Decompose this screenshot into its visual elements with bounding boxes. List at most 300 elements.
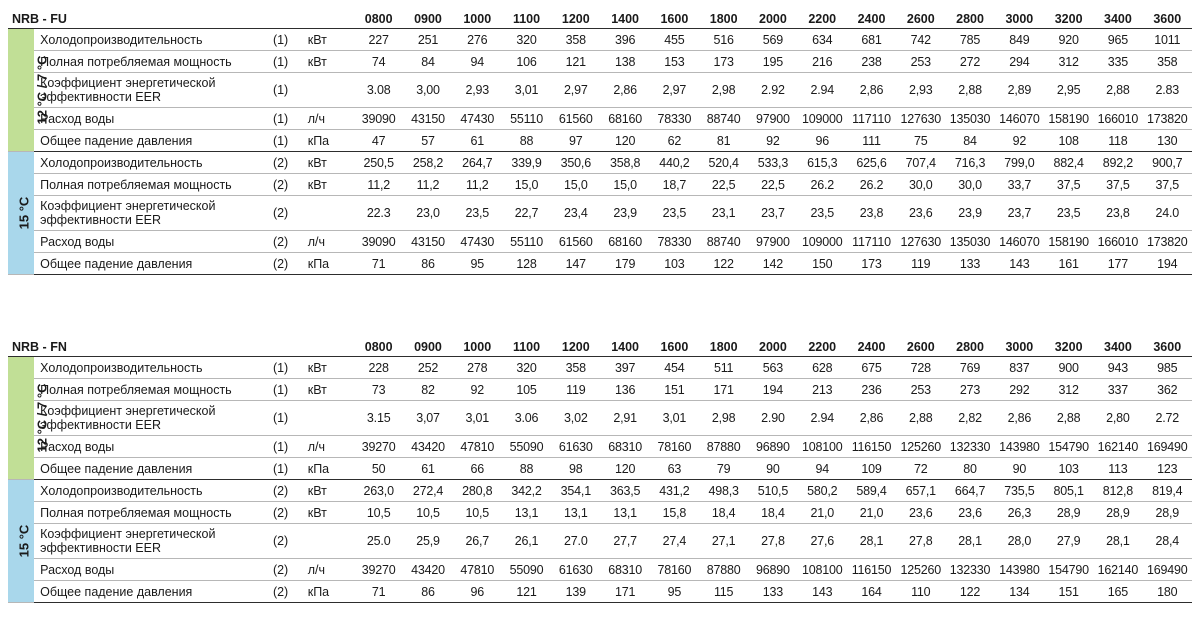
value-cell: 943 xyxy=(1093,357,1142,379)
value-cell: 132330 xyxy=(945,559,994,581)
value-cell: 2,98 xyxy=(699,401,748,436)
value-cell: 66 xyxy=(453,458,502,480)
value-cell: 128 xyxy=(502,253,551,275)
value-cell: 116150 xyxy=(847,436,896,458)
value-cell: 657,1 xyxy=(896,480,945,502)
value-cell: 358 xyxy=(551,29,600,51)
spec-table xyxy=(8,9,1192,275)
value-cell: 47 xyxy=(354,130,403,152)
value-cell: 120 xyxy=(600,130,649,152)
value-cell: 171 xyxy=(699,379,748,401)
value-cell: 2,80 xyxy=(1093,401,1142,436)
value-cell: 23,5 xyxy=(453,196,502,231)
value-cell: 117110 xyxy=(847,108,896,130)
value-cell: 320 xyxy=(502,357,551,379)
row-unit xyxy=(306,73,354,108)
value-cell: 675 xyxy=(847,357,896,379)
value-cell: 61560 xyxy=(551,108,600,130)
row-note: (2) xyxy=(255,231,305,253)
value-cell: 98 xyxy=(551,458,600,480)
model-header: 3600 xyxy=(1143,337,1192,357)
value-cell: 30,0 xyxy=(945,174,994,196)
value-cell: 55110 xyxy=(502,108,551,130)
value-cell: 238 xyxy=(847,51,896,73)
value-cell: 123 xyxy=(1143,458,1192,480)
value-cell: 23,5 xyxy=(798,196,847,231)
value-cell: 57 xyxy=(403,130,452,152)
value-cell: 21,0 xyxy=(798,502,847,524)
row-unit: кПа xyxy=(306,130,354,152)
row-note: (2) xyxy=(255,253,305,275)
value-cell: 55090 xyxy=(502,436,551,458)
value-cell: 120 xyxy=(600,458,649,480)
value-cell: 95 xyxy=(650,581,699,603)
value-cell: 43420 xyxy=(403,559,452,581)
value-cell: 27,4 xyxy=(650,524,699,559)
value-cell: 769 xyxy=(945,357,994,379)
value-cell: 742 xyxy=(896,29,945,51)
group-label-text: 15 °C xyxy=(16,524,32,558)
value-cell: 728 xyxy=(896,357,945,379)
value-cell: 335 xyxy=(1093,51,1142,73)
value-cell: 79 xyxy=(699,458,748,480)
header-row xyxy=(8,9,1192,29)
value-cell: 920 xyxy=(1044,29,1093,51)
value-cell: 312 xyxy=(1044,51,1093,73)
value-cell: 253 xyxy=(896,51,945,73)
row-note: (2) xyxy=(255,480,305,502)
table-row xyxy=(8,253,1192,275)
value-cell: 2,86 xyxy=(600,73,649,108)
value-cell: 589,4 xyxy=(847,480,896,502)
row-label: Полная потребляемая мощность xyxy=(34,502,255,524)
row-note: (2) xyxy=(255,524,305,559)
model-header: 1600 xyxy=(650,9,699,29)
value-cell: 97 xyxy=(551,130,600,152)
value-cell: 73 xyxy=(354,379,403,401)
row-label: Расход воды xyxy=(34,559,255,581)
value-cell: 27,6 xyxy=(798,524,847,559)
model-header: 1400 xyxy=(600,337,649,357)
value-cell: 90 xyxy=(748,458,797,480)
value-cell: 13,1 xyxy=(551,502,600,524)
model-header: 3200 xyxy=(1044,337,1093,357)
value-cell: 61560 xyxy=(551,231,600,253)
value-cell: 785 xyxy=(945,29,994,51)
value-cell: 22,7 xyxy=(502,196,551,231)
value-cell: 23,8 xyxy=(1093,196,1142,231)
row-label: Полная потребляемая мощность xyxy=(34,174,255,196)
value-cell: 28,9 xyxy=(1044,502,1093,524)
value-cell: 362 xyxy=(1143,379,1192,401)
value-cell: 61630 xyxy=(551,559,600,581)
value-cell: 18,4 xyxy=(699,502,748,524)
value-cell: 396 xyxy=(600,29,649,51)
value-cell: 252 xyxy=(403,357,452,379)
value-cell: 88 xyxy=(502,458,551,480)
value-cell: 162140 xyxy=(1093,559,1142,581)
value-cell: 26.2 xyxy=(798,174,847,196)
value-cell: 121 xyxy=(502,581,551,603)
value-cell: 280,8 xyxy=(453,480,502,502)
value-cell: 111 xyxy=(847,130,896,152)
value-cell: 109000 xyxy=(798,108,847,130)
value-cell: 71 xyxy=(354,253,403,275)
value-cell: 23,4 xyxy=(551,196,600,231)
value-cell: 251 xyxy=(403,29,452,51)
value-cell: 28,4 xyxy=(1143,524,1192,559)
value-cell: 18,4 xyxy=(748,502,797,524)
row-unit: кВт xyxy=(306,51,354,73)
value-cell: 136 xyxy=(600,379,649,401)
value-cell: 681 xyxy=(847,29,896,51)
value-cell: 272,4 xyxy=(403,480,452,502)
model-header: 1100 xyxy=(502,337,551,357)
value-cell: 510,5 xyxy=(748,480,797,502)
value-cell: 28,1 xyxy=(1093,524,1142,559)
value-cell: 455 xyxy=(650,29,699,51)
value-cell: 2,88 xyxy=(896,401,945,436)
value-cell: 116150 xyxy=(847,559,896,581)
value-cell: 263,0 xyxy=(354,480,403,502)
value-cell: 171 xyxy=(600,581,649,603)
value-cell: 892,2 xyxy=(1093,152,1142,174)
value-cell: 18,7 xyxy=(650,174,699,196)
value-cell: 278 xyxy=(453,357,502,379)
value-cell: 33,7 xyxy=(995,174,1044,196)
row-unit: кВт xyxy=(306,174,354,196)
value-cell: 23,1 xyxy=(699,196,748,231)
model-header: 2200 xyxy=(798,337,847,357)
value-cell: 88 xyxy=(502,130,551,152)
value-cell: 61630 xyxy=(551,436,600,458)
row-unit: л/ч xyxy=(306,559,354,581)
model-header: 1000 xyxy=(453,9,502,29)
model-header: 2200 xyxy=(798,9,847,29)
table-row xyxy=(8,196,1192,231)
value-cell: 75 xyxy=(896,130,945,152)
value-cell: 2,95 xyxy=(1044,73,1093,108)
value-cell: 272 xyxy=(945,51,994,73)
row-note: (2) xyxy=(255,152,305,174)
row-label: Коэффициент энергетической эффективности EER xyxy=(34,73,255,108)
value-cell: 342,2 xyxy=(502,480,551,502)
value-cell: 87880 xyxy=(699,559,748,581)
row-unit xyxy=(306,196,354,231)
value-cell: 47810 xyxy=(453,436,502,458)
table-row xyxy=(8,51,1192,73)
value-cell: 10,5 xyxy=(354,502,403,524)
value-cell: 21,0 xyxy=(847,502,896,524)
temperature-group-label xyxy=(8,29,50,152)
value-cell: 166010 xyxy=(1093,108,1142,130)
value-cell: 292 xyxy=(995,379,1044,401)
value-cell: 154790 xyxy=(1044,436,1093,458)
value-cell: 117110 xyxy=(847,231,896,253)
value-cell: 397 xyxy=(600,357,649,379)
value-cell: 90 xyxy=(995,458,1044,480)
value-cell: 2,86 xyxy=(995,401,1044,436)
row-note: (1) xyxy=(255,401,305,436)
value-cell: 25,9 xyxy=(403,524,452,559)
row-unit: кВт xyxy=(306,480,354,502)
value-cell: 3.06 xyxy=(502,401,551,436)
value-cell: 138 xyxy=(600,51,649,73)
value-cell: 2,88 xyxy=(1044,401,1093,436)
value-cell: 213 xyxy=(798,379,847,401)
value-cell: 15,0 xyxy=(502,174,551,196)
value-cell: 39090 xyxy=(354,108,403,130)
table-row xyxy=(8,480,1192,502)
value-cell: 350,6 xyxy=(551,152,600,174)
row-unit xyxy=(306,524,354,559)
value-cell: 440,2 xyxy=(650,152,699,174)
value-cell: 96 xyxy=(453,581,502,603)
row-unit: л/ч xyxy=(306,436,354,458)
value-cell: 1011 xyxy=(1143,29,1192,51)
value-cell: 26,7 xyxy=(453,524,502,559)
value-cell: 320 xyxy=(502,29,551,51)
table-row xyxy=(8,458,1192,480)
row-unit: кПа xyxy=(306,253,354,275)
value-cell: 2,88 xyxy=(945,73,994,108)
value-cell: 227 xyxy=(354,29,403,51)
value-cell: 511 xyxy=(699,357,748,379)
value-cell: 837 xyxy=(995,357,1044,379)
value-cell: 143 xyxy=(798,581,847,603)
model-header: 2400 xyxy=(847,9,896,29)
value-cell: 179 xyxy=(600,253,649,275)
value-cell: 122 xyxy=(699,253,748,275)
value-cell: 276 xyxy=(453,29,502,51)
value-cell: 3,00 xyxy=(403,73,452,108)
value-cell: 153 xyxy=(650,51,699,73)
value-cell: 707,4 xyxy=(896,152,945,174)
value-cell: 273 xyxy=(945,379,994,401)
value-cell: 431,2 xyxy=(650,480,699,502)
model-header: 3400 xyxy=(1093,337,1142,357)
value-cell: 143980 xyxy=(995,436,1044,458)
value-cell: 133 xyxy=(748,581,797,603)
value-cell: 735,5 xyxy=(995,480,1044,502)
row-label: Коэффициент энергетической эффективности EER xyxy=(34,524,255,559)
value-cell: 30,0 xyxy=(896,174,945,196)
table-row xyxy=(8,436,1192,458)
table-row xyxy=(8,130,1192,152)
value-cell: 103 xyxy=(650,253,699,275)
value-cell: 87880 xyxy=(699,436,748,458)
table-row xyxy=(8,581,1192,603)
value-cell: 2,82 xyxy=(945,401,994,436)
value-cell: 139 xyxy=(551,581,600,603)
value-cell: 119 xyxy=(551,379,600,401)
value-cell: 103 xyxy=(1044,458,1093,480)
value-cell: 615,3 xyxy=(798,152,847,174)
value-cell: 11,2 xyxy=(453,174,502,196)
value-cell: 819,4 xyxy=(1143,480,1192,502)
row-label: Общее падение давления xyxy=(34,130,255,152)
value-cell: 228 xyxy=(354,357,403,379)
value-cell: 358 xyxy=(1143,51,1192,73)
value-cell: 78330 xyxy=(650,231,699,253)
value-cell: 28,0 xyxy=(995,524,1044,559)
value-cell: 2,97 xyxy=(551,73,600,108)
value-cell: 3,02 xyxy=(551,401,600,436)
value-cell: 563 xyxy=(748,357,797,379)
value-cell: 2,91 xyxy=(600,401,649,436)
value-cell: 109000 xyxy=(798,231,847,253)
value-cell: 3.15 xyxy=(354,401,403,436)
model-header: 2000 xyxy=(748,337,797,357)
value-cell: 2,97 xyxy=(650,73,699,108)
value-cell: 173 xyxy=(699,51,748,73)
value-cell: 165 xyxy=(1093,581,1142,603)
row-note: (1) xyxy=(255,357,305,379)
value-cell: 23,5 xyxy=(650,196,699,231)
row-note: (2) xyxy=(255,502,305,524)
value-cell: 55090 xyxy=(502,559,551,581)
value-cell: 130 xyxy=(1143,130,1192,152)
value-cell: 81 xyxy=(699,130,748,152)
value-cell: 13,1 xyxy=(600,502,649,524)
value-cell: 135030 xyxy=(945,108,994,130)
value-cell: 985 xyxy=(1143,357,1192,379)
row-unit: кВт xyxy=(306,502,354,524)
value-cell: 125260 xyxy=(896,436,945,458)
table-row xyxy=(8,502,1192,524)
value-cell: 97900 xyxy=(748,108,797,130)
value-cell: 22,5 xyxy=(748,174,797,196)
value-cell: 47430 xyxy=(453,231,502,253)
value-cell: 119 xyxy=(896,253,945,275)
row-unit: л/ч xyxy=(306,108,354,130)
value-cell: 250,5 xyxy=(354,152,403,174)
row-label: Коэффициент энергетической эффективности EER xyxy=(34,401,255,436)
value-cell: 22,5 xyxy=(699,174,748,196)
row-label: Расход воды xyxy=(34,436,255,458)
value-cell: 61 xyxy=(403,458,452,480)
value-cell: 664,7 xyxy=(945,480,994,502)
value-cell: 27,8 xyxy=(748,524,797,559)
value-cell: 121 xyxy=(551,51,600,73)
value-cell: 23,7 xyxy=(995,196,1044,231)
value-cell: 498,3 xyxy=(699,480,748,502)
value-cell: 173820 xyxy=(1143,231,1192,253)
value-cell: 74 xyxy=(354,51,403,73)
value-cell: 13,1 xyxy=(502,502,551,524)
value-cell: 43420 xyxy=(403,436,452,458)
model-header: 0800 xyxy=(354,337,403,357)
value-cell: 127630 xyxy=(896,108,945,130)
value-cell: 26,3 xyxy=(995,502,1044,524)
value-cell: 86 xyxy=(403,253,452,275)
value-cell: 68160 xyxy=(600,231,649,253)
row-label: Холодопроизводительность xyxy=(34,357,255,379)
row-note: (1) xyxy=(255,436,305,458)
value-cell: 799,0 xyxy=(995,152,1044,174)
value-cell: 2,86 xyxy=(847,401,896,436)
value-cell: 158190 xyxy=(1044,231,1093,253)
value-cell: 118 xyxy=(1093,130,1142,152)
temperature-group-label xyxy=(8,357,50,480)
value-cell: 533,3 xyxy=(748,152,797,174)
temperature-group-label xyxy=(8,480,34,603)
value-cell: 28,1 xyxy=(847,524,896,559)
row-note: (2) xyxy=(255,559,305,581)
value-cell: 10,5 xyxy=(403,502,452,524)
model-header: 2000 xyxy=(748,9,797,29)
value-cell: 109 xyxy=(847,458,896,480)
value-cell: 2.83 xyxy=(1143,73,1192,108)
value-cell: 43150 xyxy=(403,108,452,130)
value-cell: 158190 xyxy=(1044,108,1093,130)
value-cell: 569 xyxy=(748,29,797,51)
table-row xyxy=(8,108,1192,130)
value-cell: 39270 xyxy=(354,436,403,458)
model-header: 1200 xyxy=(551,337,600,357)
value-cell: 264,7 xyxy=(453,152,502,174)
model-header: 0900 xyxy=(403,9,452,29)
row-label: Холодопроизводительность xyxy=(34,29,255,51)
value-cell: 363,5 xyxy=(600,480,649,502)
row-label: Общее падение давления xyxy=(34,458,255,480)
value-cell: 26.2 xyxy=(847,174,896,196)
value-cell: 27,7 xyxy=(600,524,649,559)
table-nrb-fu xyxy=(8,9,1192,275)
value-cell: 580,2 xyxy=(798,480,847,502)
value-cell: 47430 xyxy=(453,108,502,130)
value-cell: 72 xyxy=(896,458,945,480)
value-cell: 2,98 xyxy=(699,73,748,108)
value-cell: 63 xyxy=(650,458,699,480)
value-cell: 164 xyxy=(847,581,896,603)
value-cell: 10,5 xyxy=(453,502,502,524)
table-row xyxy=(8,73,1192,108)
value-cell: 805,1 xyxy=(1044,480,1093,502)
value-cell: 2,88 xyxy=(1093,73,1142,108)
value-cell: 2.72 xyxy=(1143,401,1192,436)
row-note: (1) xyxy=(255,379,305,401)
value-cell: 22.3 xyxy=(354,196,403,231)
value-cell: 96890 xyxy=(748,436,797,458)
value-cell: 716,3 xyxy=(945,152,994,174)
value-cell: 2.92 xyxy=(748,73,797,108)
value-cell: 169490 xyxy=(1143,559,1192,581)
model-header: 1000 xyxy=(453,337,502,357)
value-cell: 78160 xyxy=(650,559,699,581)
value-cell: 520,4 xyxy=(699,152,748,174)
value-cell: 28,9 xyxy=(1143,502,1192,524)
value-cell: 173 xyxy=(847,253,896,275)
value-cell: 169490 xyxy=(1143,436,1192,458)
row-label: Холодопроизводительность xyxy=(34,152,255,174)
value-cell: 358,8 xyxy=(600,152,649,174)
value-cell: 105 xyxy=(502,379,551,401)
value-cell: 62 xyxy=(650,130,699,152)
row-unit xyxy=(306,401,354,436)
model-header: 2800 xyxy=(945,337,994,357)
model-series-title: NRB - FN xyxy=(8,337,354,357)
value-cell: 15,0 xyxy=(551,174,600,196)
value-cell: 195 xyxy=(748,51,797,73)
value-cell: 166010 xyxy=(1093,231,1142,253)
value-cell: 142 xyxy=(748,253,797,275)
value-cell: 151 xyxy=(1044,581,1093,603)
value-cell: 23,7 xyxy=(748,196,797,231)
value-cell: 23,9 xyxy=(945,196,994,231)
row-unit: кВт xyxy=(306,357,354,379)
table-row xyxy=(8,524,1192,559)
